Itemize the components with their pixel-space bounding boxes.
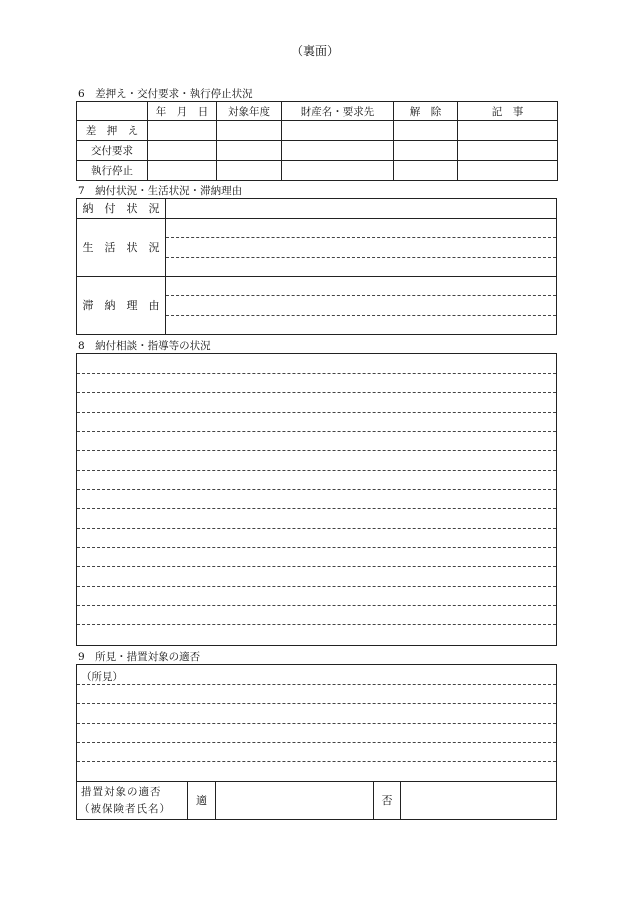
table-row <box>77 141 558 161</box>
ineligible-field[interactable] <box>401 782 556 820</box>
dashed-line <box>77 684 556 685</box>
page-title: （裏面） <box>290 44 339 58</box>
cell-input[interactable] <box>282 121 394 141</box>
cell-input[interactable] <box>458 121 558 141</box>
dashed-line <box>77 586 556 587</box>
cell-input[interactable] <box>458 141 558 161</box>
insured-name-label: （被保険者氏名） <box>79 803 171 815</box>
dashed-line <box>77 470 556 471</box>
table-row <box>77 121 558 141</box>
ineligible-label: 否 <box>381 794 393 807</box>
dashed-line <box>77 508 556 509</box>
column-header-target-year: 対象年度 <box>217 102 282 121</box>
row-label-execution-stay: 執行停止 <box>77 161 148 181</box>
section7-heading: 7 納付状況・生活状況・滞納理由 <box>78 185 243 197</box>
row-label-living-status: 生 活 状 況 <box>82 241 160 254</box>
dashed-line <box>77 761 556 762</box>
cell-input[interactable] <box>282 161 394 181</box>
judgment-label: 措置対象の適否 <box>81 786 162 798</box>
section6-header-row <box>77 102 558 121</box>
dashed-line <box>77 373 556 374</box>
payment-status-field[interactable] <box>166 199 556 218</box>
section9-heading: 9 所見・措置対象の適否 <box>78 651 201 663</box>
dashed-line <box>77 703 556 704</box>
row-label-seizure: 差 押 え <box>77 121 148 141</box>
column-header-release: 解 除 <box>394 102 458 121</box>
section6-heading: 6 差押え・交付要求・執行停止状況 <box>78 88 253 100</box>
dashed-line <box>77 605 556 606</box>
dashed-line <box>77 431 556 432</box>
row-label-delinquency-reason: 滞 納 理 由 <box>82 299 160 312</box>
column-header-date: 年 月 日 <box>148 102 217 121</box>
dashed-line <box>77 450 556 451</box>
dashed-line <box>77 566 556 567</box>
dashed-line <box>77 624 556 625</box>
cell-input[interactable] <box>394 161 458 181</box>
findings-label: （所見） <box>81 671 123 683</box>
section6-corner-cell <box>77 102 148 121</box>
cell-input[interactable] <box>217 161 282 181</box>
dashed-line <box>166 237 556 238</box>
section9-box <box>76 664 557 820</box>
section7-box <box>76 198 557 335</box>
dashed-line <box>166 257 556 258</box>
dashed-line <box>166 315 556 316</box>
dashed-line <box>77 392 556 393</box>
dashed-line <box>166 295 556 296</box>
cell-input[interactable] <box>458 161 558 181</box>
dashed-line <box>77 528 556 529</box>
cell-input[interactable] <box>148 141 217 161</box>
cell-input[interactable] <box>148 121 217 141</box>
row-label-delivery-request: 交付要求 <box>77 141 148 161</box>
eligible-label: 適 <box>196 794 207 807</box>
row-label-payment-status: 納 付 状 況 <box>82 202 160 215</box>
cell-input[interactable] <box>217 121 282 141</box>
column-header-property: 財産名・要求先 <box>282 102 394 121</box>
cell-input[interactable] <box>148 161 217 181</box>
table-row <box>77 161 558 181</box>
dashed-line <box>77 547 556 548</box>
findings-field[interactable] <box>77 665 556 781</box>
dashed-line <box>77 742 556 743</box>
cell-input[interactable] <box>217 141 282 161</box>
section8-heading: 8 納付相談・指導等の状況 <box>78 340 211 352</box>
living-status-field[interactable] <box>166 219 556 276</box>
eligible-field[interactable] <box>216 782 373 820</box>
cell-input[interactable] <box>394 141 458 161</box>
dashed-line <box>77 412 556 413</box>
delinquency-reason-field[interactable] <box>166 277 556 334</box>
column-header-notes: 記 事 <box>458 102 558 121</box>
consultation-notes-box[interactable] <box>76 353 557 646</box>
cell-input[interactable] <box>394 121 458 141</box>
cell-input[interactable] <box>282 141 394 161</box>
section6-table <box>76 101 558 181</box>
dashed-line <box>77 723 556 724</box>
dashed-line <box>77 489 556 490</box>
